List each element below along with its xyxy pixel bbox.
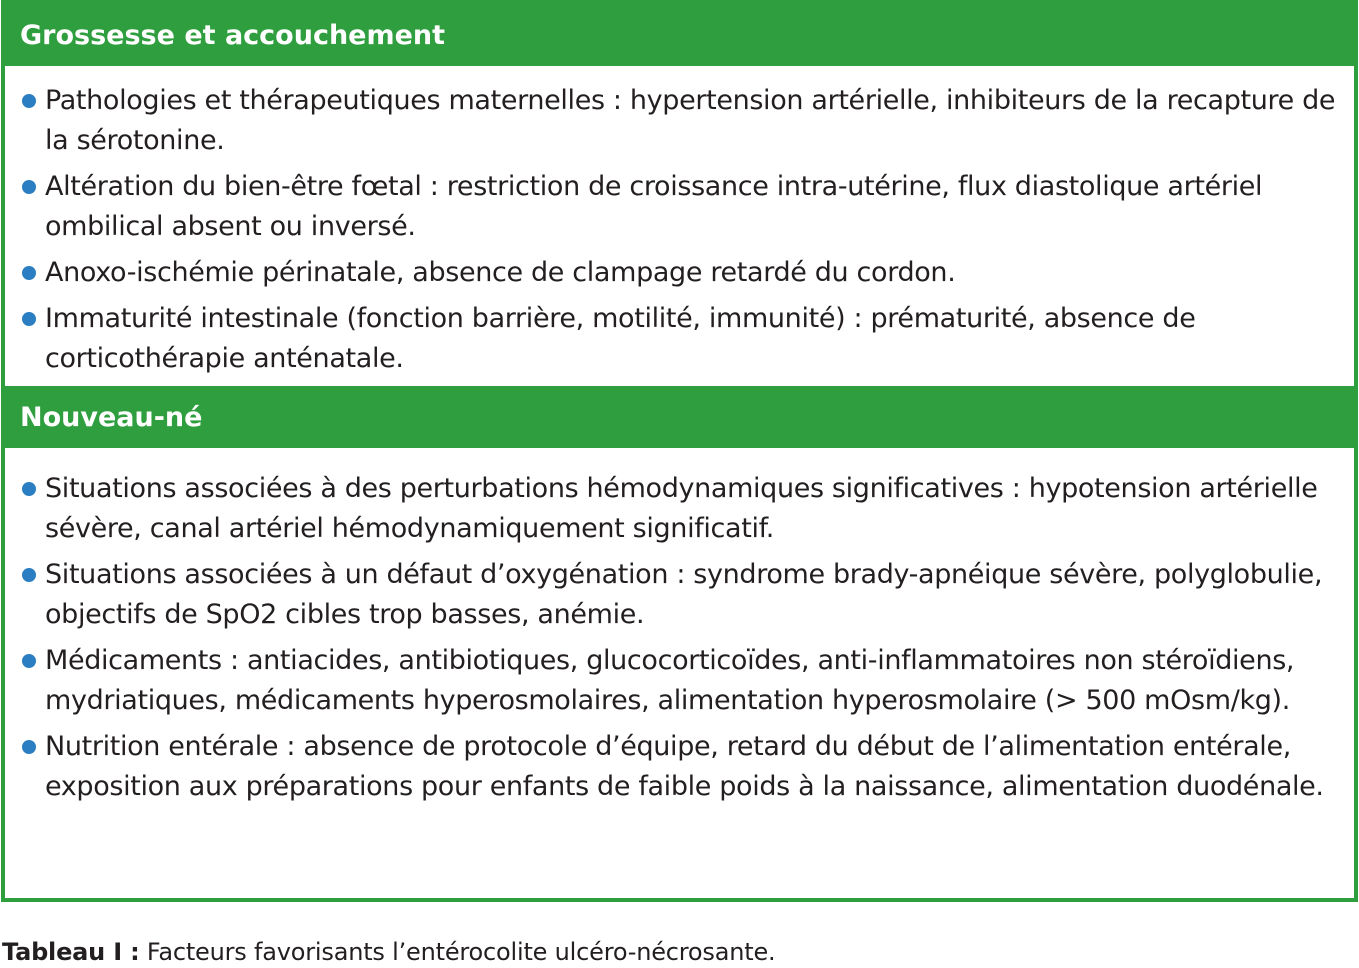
factor-list: [22, 469, 1344, 807]
bullet-icon: [22, 482, 36, 496]
section-header-pregnancy: [5, 4, 1354, 66]
bullet-icon: [22, 740, 36, 754]
list-item-text: Anoxo-ischémie périnatale, absence de clampage retardé du cordon.: [45, 257, 956, 288]
list-item: [22, 727, 1344, 807]
list-item-text: Nutrition entérale : absence de protocole d’équipe, retard du début de l’alimentation entérale, exposition aux préparations pour enfants de faible poids à la naissance, alimentation duodénale.: [45, 731, 1324, 802]
list-item: [22, 81, 1344, 161]
list-item-text: Pathologies et thérapeutiques maternelles : hypertension artérielle, inhibiteurs de la recapture de la sérotonine.: [45, 85, 1336, 156]
list-item-text: Situations associées à des perturbations hémodynamiques significatives : hypotension artérielle sévère, canal artériel hémodynamiquement significatif.: [45, 473, 1318, 544]
section-body-newborn: [5, 448, 1354, 902]
list-item: [22, 167, 1344, 247]
caption-text: Facteurs favorisants l’entérocolite ulcéro-nécrosante.: [146, 938, 776, 966]
list-item: [22, 299, 1344, 379]
table-caption: [2, 936, 775, 968]
list-item-text: Immaturité intestinale (fonction barrière, motilité, immunité) : prématurité, absence de corticothérapie anténatale.: [45, 303, 1196, 374]
list-item: [22, 469, 1344, 549]
section-body-pregnancy: [5, 66, 1354, 386]
list-item: [22, 555, 1344, 635]
list-item: [22, 253, 1344, 293]
section-title: Grossesse et accouchement: [20, 19, 446, 51]
risk-factors-table: [1, 0, 1358, 902]
bullet-icon: [22, 180, 36, 194]
list-item: [22, 641, 1344, 721]
caption-label: Tableau I :: [2, 938, 140, 966]
list-item-text: Altération du bien-être fœtal : restriction de croissance intra-utérine, flux diastolique artériel ombilical absent ou inversé.: [45, 171, 1263, 242]
list-item-text: Médicaments : antiacides, antibiotiques, glucocorticoïdes, anti-inflammatoires non stéroïdiens, mydriatiques, médicaments hyperosmolaires, alimentation hyperosmolaire (> 500 mOsm/kg).: [45, 645, 1295, 716]
section-title: Nouveau-né: [20, 401, 203, 433]
bullet-icon: [22, 266, 36, 280]
bullet-icon: [22, 568, 36, 582]
section-header-newborn: [5, 386, 1354, 448]
bullet-icon: [22, 94, 36, 108]
bullet-icon: [22, 654, 36, 668]
factor-list: [22, 81, 1344, 379]
list-item-text: Situations associées à un défaut d’oxygénation : syndrome brady-apnéique sévère, polyglobulie, objectifs de SpO2 cibles trop basses, anémie.: [45, 559, 1323, 630]
bullet-icon: [22, 312, 36, 326]
